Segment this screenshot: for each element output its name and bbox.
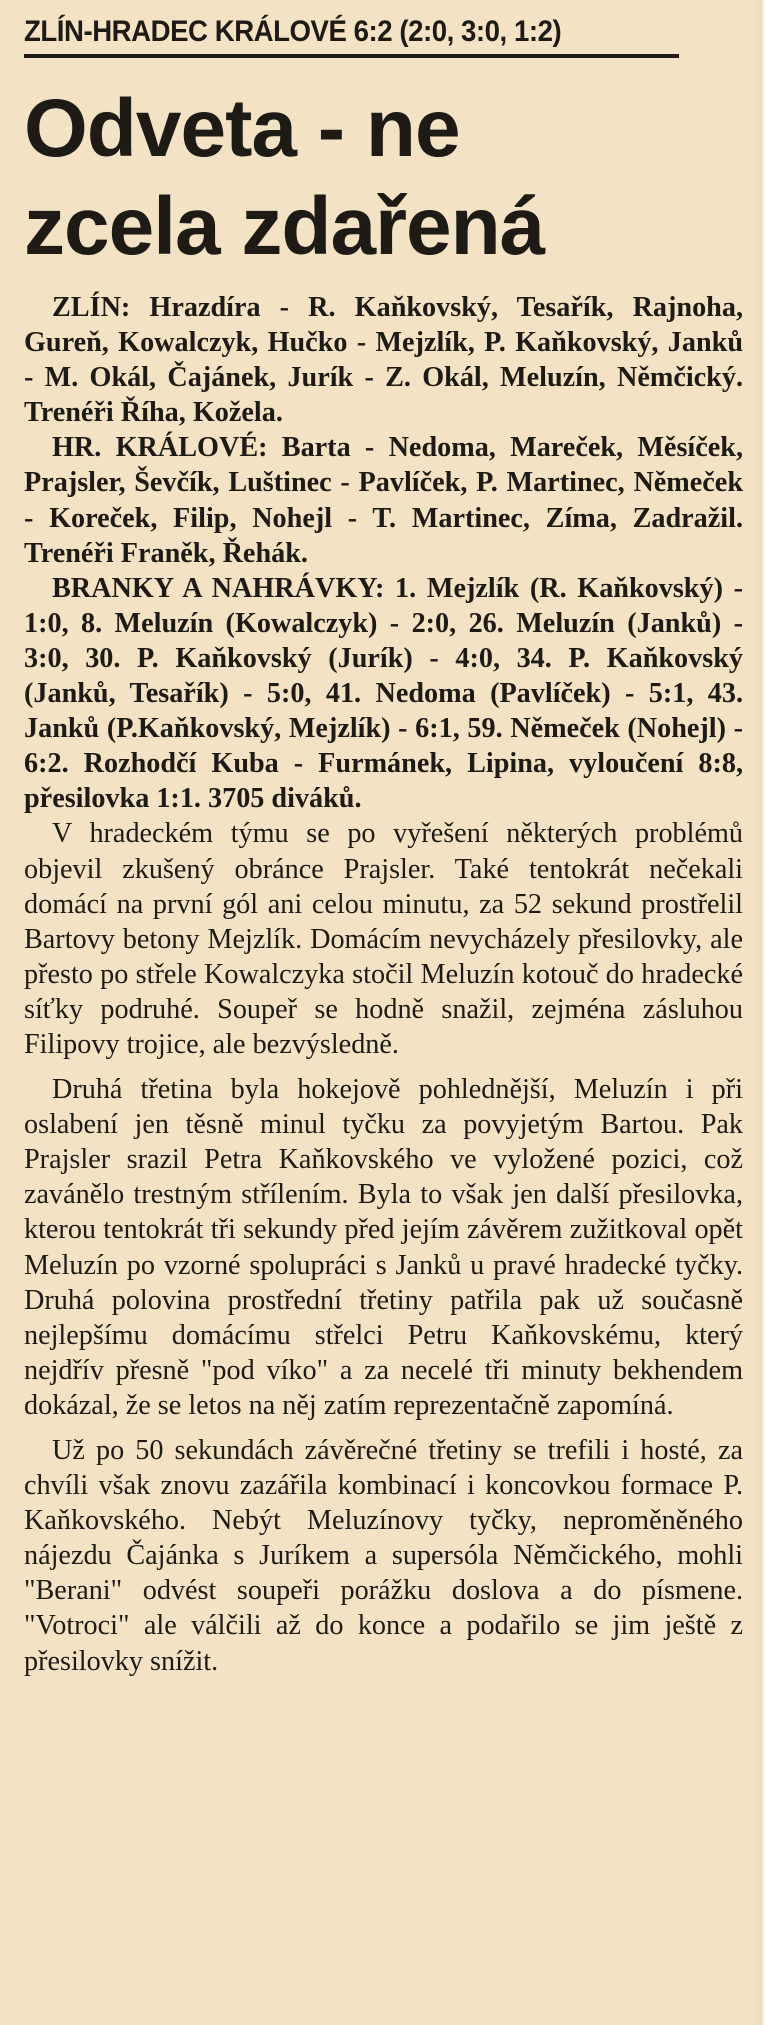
kicker-underline	[24, 54, 679, 58]
article-headline	[24, 80, 743, 276]
lineup-hradec-kralove: HR. KRÁLOVÉ: Barta - Nedoma, Mareček, Měsíček, Prajsler, Ševčík, Luštinec - Pavlíček, P. Martinec, Němeček - Koreček, Filip, Nohejl - T. Martinec, Zíma, Zadražil. Trenéři Franěk, Řehák.	[24, 432, 743, 569]
paragraph-gap	[24, 1062, 743, 1072]
lineups-and-goals	[24, 290, 743, 816]
match-score-kicker: ZLÍN-HRADEC KRÁLOVÉ 6:2 (2:0, 3:0, 1:2)	[24, 15, 562, 48]
article-paragraph-1: V hradeckém týmu se po vyřešení některých problémů objevil zkušený obránce Prajsler. Také tentokrát nečekali domácí na první gól ani celou minutu, za 52 sekund prostřelil Bartovy betony Mejzlík. Domácím nevycházely přesilovky, ale přesto po střele Kowalczyka stočil Meluzín kotouč do hradecké síťky podruhé. Soupeř se hodně snažil, zejména zásluhou Filipovy trojice, ale bezvýsledně.	[24, 818, 743, 1060]
article-body	[24, 816, 743, 1678]
paragraph-gap	[24, 1423, 743, 1433]
goals-and-assists: BRANKY A NAHRÁVKY: 1. Mejzlík (R. Kaňkovský) - 1:0, 8. Meluzín (Kowalczyk) - 2:0, 26. Meluzín (Janků) - 3:0, 30. P. Kaňkovský (Jurík) - 4:0, 34. P. Kaňkovský (Janků, Tesařík) - 5:0, 41. Nedoma (Pavlíček) - 5:1, 43. Janků (P.Kaňkovský, Mejzlík) - 6:1, 59. Němeček (Nohejl) - 6:2. Rozhodčí Kuba - Furmánek, Lipina, vyloučení 8:8, přesilovka 1:1. 3705 diváků.	[24, 572, 743, 815]
headline-line-2: zcela zdařená	[24, 181, 545, 272]
article-paragraph-2: Druhá třetina byla hokejově pohlednější, Meluzín i při oslabení jen těsně minul tyčku za povyjetým Bartou. Pak Prajsler srazil Petra Kaňkovského ve vyložené pozici, což zavánělo trestným střílením. Byla to však jen další přesilovka, kterou tentokrát tři sekundy před jejím závěrem zužitkoval opět Meluzín po vzorné spolupráci s Janků u pravé hradecké tyčky. Druhá polovina prostřední třetiny patřila pak už současně nejlepšímu domácímu střelci Petru Kaňkovskému, který nejdřív přesně "pod víko" a za necelé tři minuty bekhendem dokázal, že se letos na něj zatím reprezentačně zapomíná.	[24, 1074, 743, 1421]
article-paragraph-3: Už po 50 sekundách závěrečné třetiny se trefili i hosté, za chvíli však znovu zazářila kombinací i koncovkou formace P. Kaňkovského. Nebýt Meluzínovy tyčky, neproměněného nájezdu Čajánka s Juríkem a supersóla Němčického, mohli "Berani" odvést soupeři porážku doslova a do písmene. "Votroci" ale válčili až do konce a podařilo se jim ještě z přesilovky snížit.	[24, 1435, 743, 1677]
headline-line-1: Odveta - ne	[24, 83, 460, 174]
clipping-edge	[755, 0, 765, 2025]
lineup-zlin: ZLÍN: Hrazdíra - R. Kaňkovský, Tesařík, Rajnoha, Gureň, Kowalczyk, Hučko - Mejzlík, P. Kaňkovský, Janků - M. Okál, Čajánek, Jurík - Z. Okál, Meluzín, Němčický. Trenéři Říha, Kožela.	[24, 292, 743, 429]
